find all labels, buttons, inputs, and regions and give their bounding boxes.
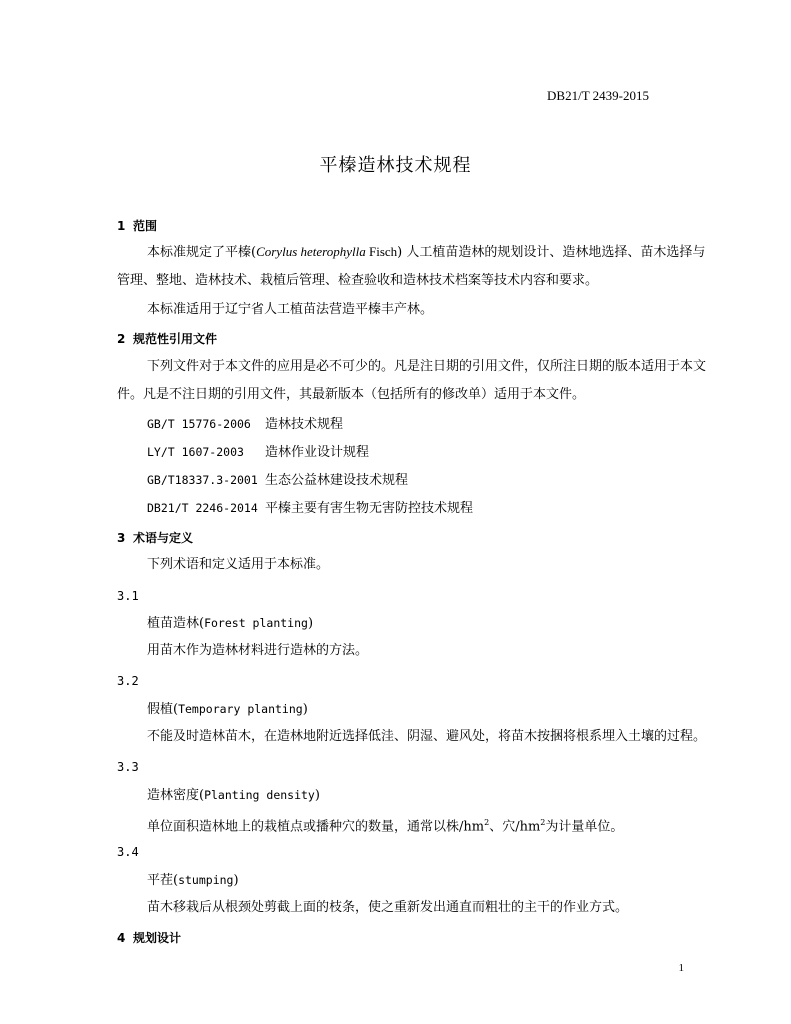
section-number: 2 [117,332,126,346]
term-definition: 不能及时造林苗木，在造林地附近选择低洼、阴湿、避风处，将苗木按捆将根系埋入土壤的过程。 [147,729,707,744]
section-1-paragraph-1-line-2: 管理、整地、造林技术、栽植后管理、检查验收和造林技术档案等技术内容和要求。 [117,273,599,288]
term-english: stumping [178,873,234,887]
term-heading [147,872,239,889]
term-definition: 苗木移栽后从根颈处剪截上面的枝条，使之重新发出通直而粗壮的主干的作业方式。 [147,900,629,915]
term-chinese: 平茬( [147,873,179,888]
latin-species-name: Corylus heterophylla [256,244,366,259]
section-2-paragraph-line-1: 下列文件对于本文件的应用是必不可少的。凡是注日期的引用文件，仅所注日期的版本适用于本文 [147,359,707,374]
term-chinese: 假植( [147,702,179,717]
superscript: 2 [540,818,546,827]
section-2-paragraph-line-2: 件。凡是不注日期的引用文件，其最新版本（包括所有的修改单）适用于本文件。 [117,387,586,402]
standard-code: DB21/T 2439-2015 [547,88,649,103]
section-2-heading [117,331,217,347]
term-chinese: 植苗造林( [147,616,205,631]
reference-item [147,416,343,433]
section-3-heading [117,530,193,546]
superscript: 2 [484,818,490,827]
reference-name: 平榛主要有害生物无害防控技术规程 [265,501,474,516]
term-english: Temporary planting [178,702,303,716]
section-title: 规划设计 [133,931,182,945]
section-number: 1 [117,219,126,233]
term-close: ) [307,616,314,631]
document-title: 平榛造林技术规程 [319,155,472,176]
term-close: ) [302,702,308,717]
term-heading [147,787,320,804]
section-number: 3 [117,531,126,545]
section-1-paragraph-1-line-1 [147,244,705,261]
term-english: Planting density [204,788,315,802]
reference-item [147,444,369,461]
section-3-intro: 下列术语和定义适用于本标准。 [147,557,330,572]
term-heading [147,615,313,632]
reference-name: 生态公益林建设技术规程 [265,473,409,488]
section-1-heading [117,218,157,234]
reference-code: GB/T18337.3-2001 [147,473,258,487]
term-close: ) [233,873,239,888]
term-definition: 用苗木作为造林材料进行造林的方法。 [147,643,369,658]
section-title: 范围 [133,219,158,233]
reference-name: 造林技术规程 [265,417,344,432]
term-chinese: 造林密度( [147,788,205,803]
clause-number: 3.2 [117,674,139,688]
reference-name: 造林作业设计规程 [265,445,370,460]
section-title: 术语与定义 [133,531,194,545]
reference-item [147,500,473,517]
term-definition [147,815,623,835]
text-run: 、穴/hm [489,819,541,835]
section-1-paragraph-2: 本标准适用于辽宁省人工植苗法营造平榛丰产林。 [147,302,434,317]
term-english: Forest planting [204,616,308,630]
text-run: 本标准规定了平榛( [147,245,257,260]
reference-item [147,472,408,489]
section-title: 规范性引用文件 [133,332,218,346]
section-4-heading [117,930,181,946]
reference-code: DB21/T 2246-2014 [147,501,258,515]
reference-code: LY/T 1607-2003 [147,445,244,459]
section-number: 4 [117,931,126,945]
clause-number: 3.3 [117,760,139,774]
page-number: 1 [678,962,684,974]
text-run: ) 人工植苗造林的规划设计、造林地选择、苗木选择与 [397,245,706,260]
term-close: ) [314,788,320,803]
term-heading [147,701,308,718]
text-run: 为计量单位。 [545,819,624,835]
text-run: 单位面积造林地上的栽植点或播种穴的数量，通常以株/hm [147,819,485,835]
clause-number: 3.4 [117,845,139,859]
reference-code: GB/T 15776-2006 [147,417,251,431]
latin-author: Fisch [365,244,398,259]
clause-number: 3.1 [117,589,139,603]
